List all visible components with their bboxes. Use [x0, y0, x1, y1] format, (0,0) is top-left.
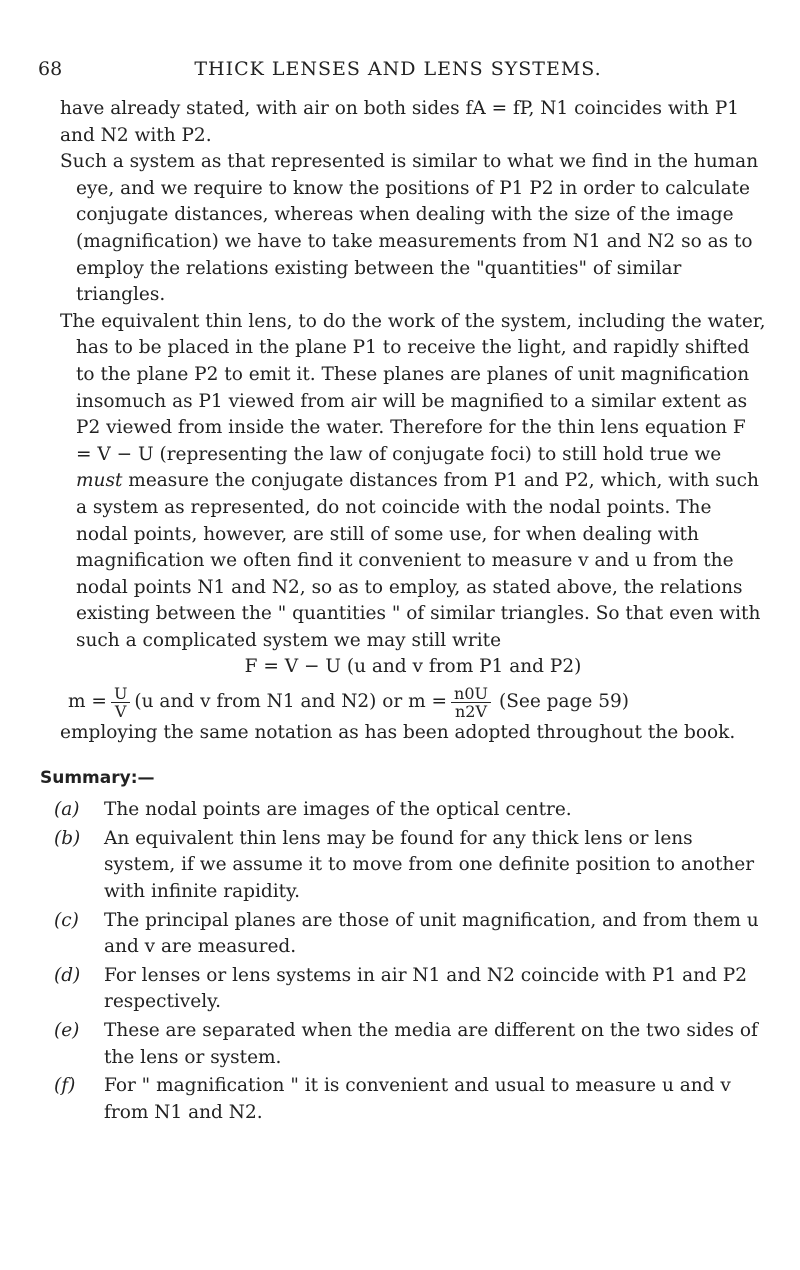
page-reference: (See page 59) — [499, 691, 629, 713]
equation-conjugate-foci: F = V − U (u and v from P1 and P2) — [244, 656, 582, 678]
summary-item-text: These are separated when the media are different on the two sides of the lens or system. — [104, 1020, 758, 1068]
fraction-denominator: n2V — [455, 702, 488, 722]
fraction-numerator: n0U — [451, 685, 491, 703]
summary-item-label: (c) — [54, 909, 79, 931]
summary-item-text: The nodal points are images of the optical centre. — [104, 799, 572, 821]
fraction-denominator: V — [114, 702, 127, 722]
summary-item — [54, 1073, 766, 1126]
paragraph-notation: employing the same notation as has been adopted throughout the book. — [60, 722, 736, 744]
summary-item — [54, 826, 766, 906]
equation-magnification — [60, 685, 766, 720]
paragraph-continuation: have already stated, with air on both sides fA = fP, N1 coincides with P1 and N2 with P2. — [60, 98, 740, 146]
summary-item — [54, 1018, 766, 1071]
summary-item-label: (b) — [54, 827, 81, 849]
summary-item — [54, 908, 766, 961]
emphasis-must: must — [76, 470, 123, 492]
summary-heading: Summary:— — [40, 767, 155, 788]
summary-item-label: (d) — [54, 964, 81, 986]
summary-item-text: For " magnification " it is convenient and usual to measure u and v from N1 and N2. — [104, 1075, 731, 1123]
summary-item-label: (a) — [54, 799, 80, 821]
summary-item-label: (f) — [54, 1075, 76, 1097]
fraction-u-over-v — [111, 685, 130, 720]
fraction-n0u-over-n2v — [451, 685, 491, 720]
page-body — [40, 96, 766, 1128]
fraction-numerator: U — [111, 685, 130, 703]
page-number: 68 — [38, 58, 63, 80]
running-title: THICK LENSES AND LENS SYSTEMS. — [194, 58, 602, 80]
paragraph-human-eye: Such a system as that represented is similar to what we find in the human eye, and we require to know the positions of P1 P2 in order to calculate conjugate distances, whereas when dealing with the size of the image (magnification) we have to take measurements from N1 and N2 so as to employ the relations existing between the "quantities" of similar triangles. — [60, 151, 759, 306]
summary-item-label: (e) — [54, 1020, 80, 1041]
eq-lhs: m = — [68, 691, 107, 713]
summary-item — [54, 963, 766, 1016]
paragraph-equivalent-thin-lens: The equivalent thin lens, to do the work of the system, including the water, has to be placed in the plane P1 to receive the light, and rapidly shifted to the plane P2 to emit it. These planes are planes of unit magnification insomuch as P1 viewed from air will be magnified to a similar extent as P2 viewed from inside the water. Therefore for the thin lens equation F = V − U (representing the law of conjugate foci) to still hold true we must measure the conjugate distances from P1 and P2, which, with such a system as represented, do not coincide with the nodal points. The nodal points, however, are still of some use, for when dealing with magnification we often find it convenient to measure v and u from the nodal points N1 and N2, so as to employ, as stated above, the relations existing between the " quantities " of similar triangles. So that even with such a complicated system we may still write — [60, 310, 766, 651]
page-header — [38, 58, 758, 88]
summary-item — [54, 797, 766, 824]
summary-item-text: The principal planes are those of unit magnification, and from them u and v are measured. — [104, 909, 759, 958]
summary-item-text: For lenses or lens systems in air N1 and N2 coincide with P1 and P2 respectively. — [104, 964, 748, 1013]
summary-item-text: An equivalent thin lens may be found for any thick lens or lens system, if we assume it to move from one definite position to another with infinite rapidity. — [104, 827, 755, 903]
eq-middle: (u and v from N1 and N2) or m = — [134, 691, 448, 713]
